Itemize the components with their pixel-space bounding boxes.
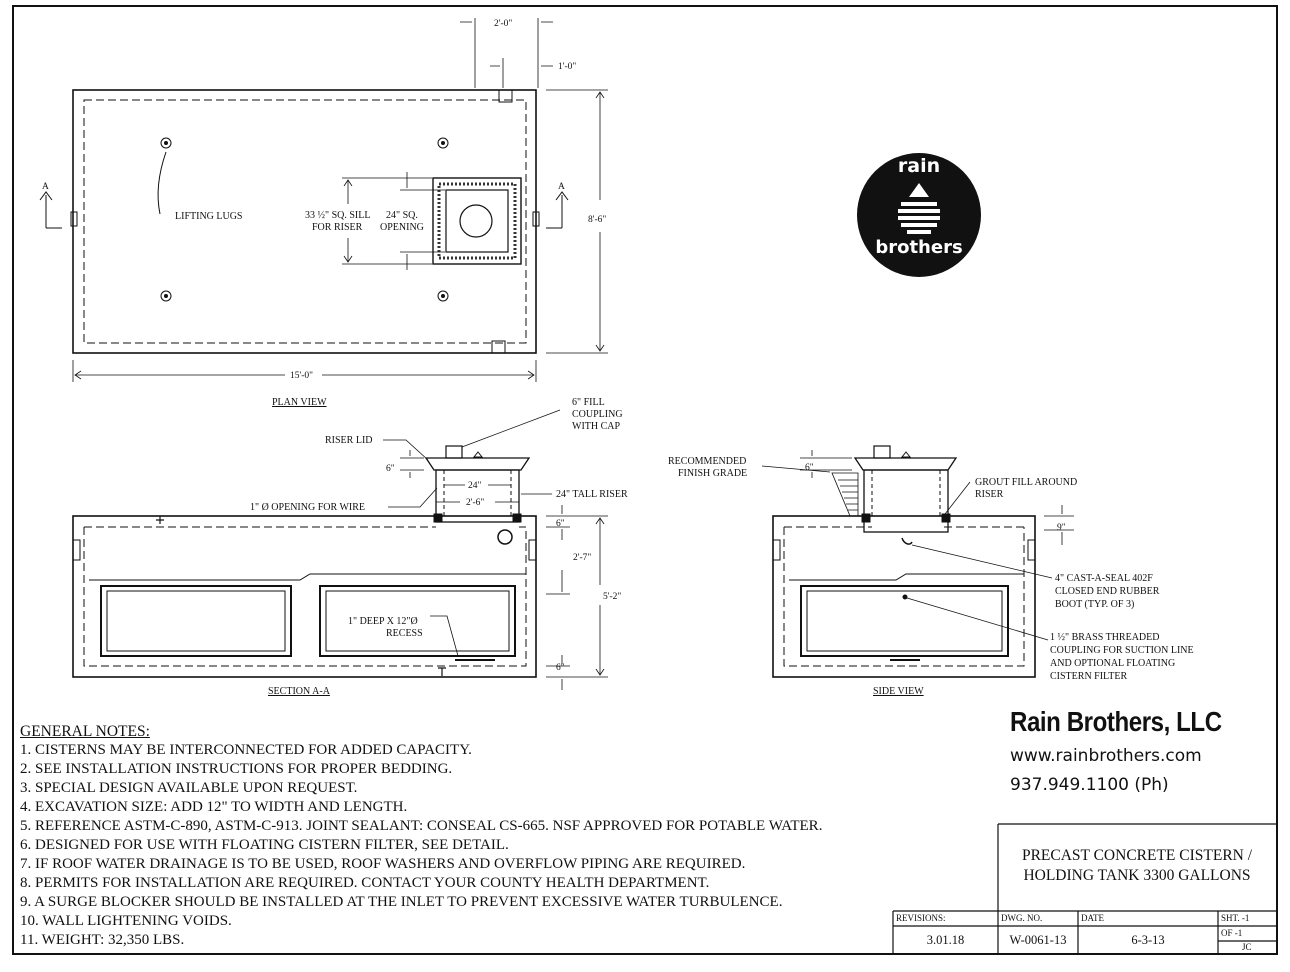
opening-label-1: 24" SQ.	[386, 210, 418, 221]
note-item: 9. A SURGE BLOCKER SHOULD BE INSTALLED AT THE INLET TO PREVENT EXCESSIVE WATER TURBULENCE.	[20, 894, 783, 910]
revisions-label: REVISIONS:	[896, 913, 946, 923]
grade-label-1: RECOMMENDED	[668, 456, 747, 467]
sheet-label: SHT. -1	[1221, 913, 1250, 923]
grout-label-2: RISER	[975, 489, 1004, 500]
side-dim-6: 6"	[805, 463, 814, 473]
note-item: 7. IF ROOF WATER DRAINAGE IS TO BE USED, ROOF WASHERS AND OVERFLOW PIPING ARE REQUIRED.	[20, 856, 746, 872]
plan-dim-width: 8'-6"	[588, 215, 607, 225]
dwg-no-value: W-0061-13	[1009, 933, 1067, 947]
boot-label-2: CLOSED END RUBBER	[1055, 586, 1160, 597]
company-phone: 937.949.1100 (Ph)	[1010, 775, 1169, 795]
boot-label-3: BOOT (TYP. OF 3)	[1055, 599, 1135, 610]
drawing-title-line-2: HOLDING TANK 3300 GALLONS	[1023, 867, 1251, 884]
note-item: 11. WEIGHT: 32,350 LBS.	[20, 932, 185, 948]
boot-label-1: 4" CAST-A-SEAL 402F	[1055, 573, 1153, 584]
section-dim-24: 24"	[468, 481, 482, 491]
section-view	[73, 410, 608, 690]
dwg-no-label: DWG. NO.	[1001, 913, 1043, 923]
revisions-value: 3.01.18	[926, 933, 965, 947]
plan-view	[40, 18, 608, 382]
section-dim-6c: 6"	[556, 663, 565, 673]
section-view-title: SECTION A-A	[268, 686, 330, 697]
plan-view-title: PLAN VIEW	[272, 397, 327, 408]
riser-lid-label: RISER LID	[325, 435, 373, 446]
brass-label-1: 1 ½" BRASS THREADED	[1050, 632, 1160, 643]
fill-coupling-3: WITH CAP	[572, 421, 621, 432]
date-value: 6-3-13	[1131, 933, 1165, 947]
sill-label-2: FOR RISER	[312, 222, 363, 233]
fill-coupling-1: 6" FILL	[572, 397, 605, 408]
notes-header: GENERAL NOTES:	[20, 723, 150, 740]
note-item: 6. DESIGNED FOR USE WITH FLOATING CISTERN FILTER, SEE DETAIL.	[20, 837, 509, 853]
logo-bottom-text: brothers	[875, 237, 963, 258]
note-item: 2. SEE INSTALLATION INSTRUCTIONS FOR PROPER BEDDING.	[20, 761, 453, 777]
grade-label-2: FINISH GRADE	[678, 468, 748, 479]
section-dim-6a: 6"	[386, 464, 395, 474]
logo-top-text: rain	[897, 155, 941, 177]
plan-dim-top-b: 1'-0"	[558, 62, 577, 72]
of-label: OF -1	[1221, 928, 1243, 938]
note-item: 10. WALL LIGHTENING VOIDS.	[20, 913, 232, 929]
rain-brothers-logo	[857, 153, 981, 277]
section-dim-6b: 6"	[556, 519, 565, 529]
general-notes	[20, 722, 980, 950]
note-item: 8. PERMITS FOR INSTALLATION ARE REQUIRED. CONTACT YOUR COUNTY HEALTH DEPARTMENT.	[20, 875, 710, 891]
recess-label-2: RECESS	[386, 628, 423, 639]
section-dim-26: 2'-6"	[466, 498, 485, 508]
section-dim-52: 5'-2"	[603, 592, 622, 602]
company-name: Rain Brothers, LLC	[1010, 706, 1222, 737]
opening-label-2: OPENING	[380, 222, 424, 233]
fill-coupling-2: COUPLING	[572, 409, 623, 420]
side-view-title: SIDE VIEW	[873, 686, 924, 697]
section-marker-right: A	[558, 182, 565, 192]
drawing-title	[998, 846, 1276, 886]
section-marker-left: A	[42, 182, 49, 192]
recess-label-1: 1" DEEP X 12"Ø	[348, 616, 418, 627]
brass-label-3: AND OPTIONAL FLOATING	[1050, 658, 1176, 669]
sill-label-1: 33 ½" SQ. SILL	[305, 210, 371, 221]
tall-riser-label: 24" TALL RISER	[556, 489, 628, 500]
lifting-lugs-label: LIFTING LUGS	[175, 211, 243, 222]
wire-opening-label: 1" Ø OPENING FOR WIRE	[250, 502, 366, 513]
drawing-title-line-1: PRECAST CONCRETE CISTERN /	[1021, 847, 1253, 864]
note-item: 5. REFERENCE ASTM-C-890, ASTM-C-913. JOINT SEALANT: CONSEAL CS-665. NSF APPROVED FOR POTABLE WATER.	[20, 818, 823, 834]
initials: JC	[1242, 942, 1252, 952]
note-item: 1. CISTERNS MAY BE INTERCONNECTED FOR ADDED CAPACITY.	[20, 742, 472, 758]
note-item: 3. SPECIAL DESIGN AVAILABLE UPON REQUEST.	[20, 780, 358, 796]
brass-label-2: COUPLING FOR SUCTION LINE	[1050, 645, 1194, 656]
note-item: 4. EXCAVATION SIZE: ADD 12" TO WIDTH AND LENGTH.	[20, 799, 408, 815]
side-dim-9: 9"	[1057, 523, 1066, 533]
grout-label-1: GROUT FILL AROUND	[975, 477, 1078, 488]
plan-dim-length: 15'-0"	[290, 371, 314, 381]
brass-label-4: CISTERN FILTER	[1050, 671, 1128, 682]
plan-dim-top-a: 2'-0"	[494, 19, 513, 29]
company-website: www.rainbrothers.com	[1010, 746, 1202, 766]
section-dim-27: 2'-7"	[573, 553, 592, 563]
date-label: DATE	[1081, 913, 1104, 923]
